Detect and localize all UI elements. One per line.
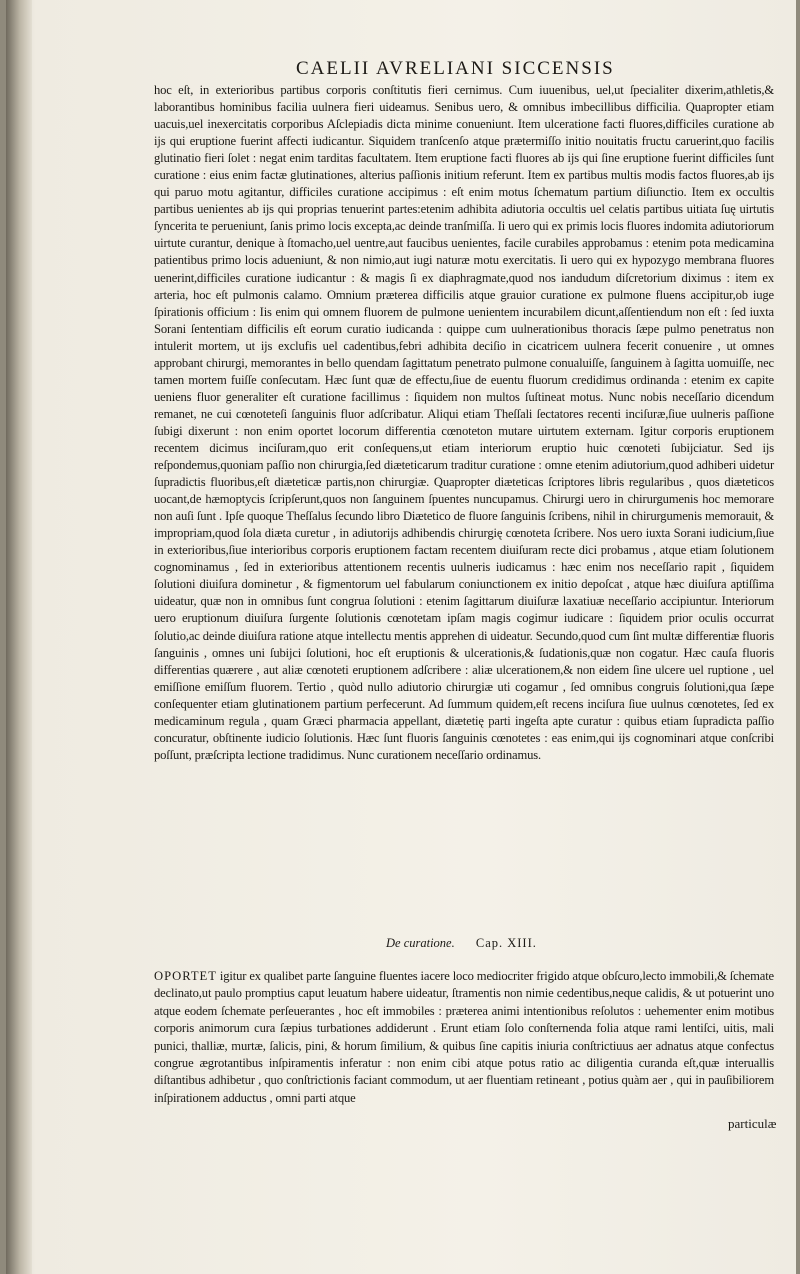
page-gutter (6, 0, 32, 1274)
chapter-number: Cap. XIII. (475, 936, 537, 950)
main-text-block (154, 82, 774, 764)
catchword: particulæ (728, 1116, 777, 1131)
running-head: CAELII AVRELIANI SICCENSIS (296, 58, 615, 79)
section-initial-word: OPORTET (154, 969, 217, 983)
chapter-title: De curatione. (386, 936, 455, 950)
book-page (6, 0, 796, 1274)
paragraph: hoc eſt, in exterioribus partibus corporis conſtitutis fieri cernimus. Cum iuuenibus, uel,ut ſpecialiter dixerim,athletis,& laborantibus hominibus facilia uulnera fieri uideamus. Senibus uero, & omnibus imbecillibus difficilia. Quapropter etiam uacuis,uel inexercitatis corporibus Aſclepiadis dicta minime conueniunt. Item ulceratione facti fluores,difficiles curatione ab ijs qui eruptione fuerint affecti iudicantur. Siquidem tranſcenſo atque prætermiſſo initio nouitatis fructu caruerint,quo facilis glutinatio fieri ſolet : negat enim tarditas facultatem. Item eruptione facti fluores ab ijs qui ſine eruptione fuerint difficiles ſunt curatione : eius enim factæ glutinationes, alterius paſſionis initium referunt. Item ex partibus multis modis factos fluores,ab ijs qui paruo motu agitantur, difficiles curatione accipimus : eſt enim motus ſchematum partium diſiunctio. Item ex occultis partibus uenientes ab ijs qui proprias tenuerint partes:etenim adhibita adiutoria occultis uel celatis partibus uitiata ſuę uirtutis ſyncerita te perueniunt, ſanis primo locis excepta,ac deinde tranſmiſſa. Ii uero qui ex primis locis fluores indomita adiutoriorum uirtute curantur, denique à ſtomacho,uel uentre,aut faucibus uenientes, facile curabiles approbamus : etenim pota medicamina patientibus primo locis adueniunt, & non nimio,aut iugi naturæ motu exercitatis. Ii uero qui ex hypozygo membrana fluores uenerint,difficiles curatione iudicantur : & magis ſi ex diaphragmate,quod nos iandudum diſcretorium diximus : item ex arteria, hoc eſt pulmonis calamo. Omnium præterea difficilis atque grauior curatione ex pulmone fluens accipitur,ob iuge ſpirationis officium : Iis enim qui omnem fluorem de pulmone uenientem incurabilem dicunt,aſſentiendum non eſt : ſed iuxta Sorani ſententiam difficilis eſt eorum curatio iudicanda : quippe cum uulnerationibus thoracis ſæpe pulmo penetratus non intulerit mortem, ut ijs exclufis uel cadentibus,febri adhibita deciſio in cicatricem uulnera fecerit conuenire , ut omnes approbant chirurgi, memorantes in bello quendam ſagittatum penetrato pulmone conualuiſſe, ſanguinem à ſagitta uomuiſſe, nec tamen mortem fuiſſe conſecutam. Hæc ſunt quæ de effectu,ſiue de euentu fluorum credidimus ordinanda : etenim ex capite ueniens fluor generaliter eſt curatione facillimus : ſiquidem non multos ſuſtineat motus. Nunc nobis neceſſario dicendum remanet, ne cui cœnoteteſi ſanguinis fluor adſcribatur. Aliqui etiam Theſſali ſectatores recenti inciſuræ,ſiue uulneris paſſione ſubigi dixerunt : non enim oportet locorum differentia cœnoteton mutare uirtutem externam. Igitur corporis eruptionem recentem dicimus inciſuram,quo erit conſequens,ut etiam interiorum eruptio huic cœnoteti ſubijciatur. Sed ijs reſpondemus,quoniam paſſio non chirurgia,ſed diæteticarum traditur curatione : omne etenim adiutorium,quod adhiberi uidetur ſupradictis fluoribus,eſt diæteticæ partis,non chirurgiæ. Quapropter diæteticas ſcriptores libris regularibus , quos diæteticos uocant,de hæmoptycis ſcripſerunt,quos non ſanguinem ſpuentes nuncupamus. Chirurgi uero in chirurgumenis hoc memorare non auſi ſunt . Ipſe quoque Theſſalus ſecundo libro Diætetico de fluore ſanguinis ſcribens, nihil in chirurgumenis memorauit, & impropriam,quod ſola diæta curetur , in adiutorijs adhibendis chirurgię cœnoteta ſcribere. Nos uero iuxta Sorani iudicium,ſiue in exterioribus,ſiue interioribus corporis eruptionem factam recentem diuiſuram recte dici probamus , atque etiam ſolutionem cognominamus , ſed in exterioribus attentionem recentis uulneris iudicamus : hæc enim nos neceſſario rapit , ſiquidem ſolutioni diuiſura dominetur , & figmentorum uel fabularum coniunctionem ex initio depoſcat , atque hæc diuiſura aptiſſima uideatur, quæ non in omnibus ſunt congrua ſolutioni : etenim ſagittarum diuiſuræ laxatiuæ neceſſario accipiuntur. Interiorum uero eruptionum diuiſura ſurgente ſolutionis cœnotetam ipſam magis cogimur iudicare : ſiquidem prior oculis occurrat ſolutio,ac deinde diuiſura ratione atque intellectu mentis apprehen di uideatur. Secundo,quod cum ſint multæ differentiæ fluoris ſanguinis , omnes uni ſubijci ſolutioni, hoc eſt eruptionis & ulcerationis,& ſudationis,quæ non cogatur. Hæc cauſa fluoris differentias quærere , aut aliæ cœnoteti eruptionem adſcribere : aliæ ulcerationem,& non eidem ſine ulcere uel ruptione , uel emiſſione emiſſum fluorem. Tertio , quòd nullo adiutorio chirurgiæ uti cogamur , ſed omnibus congruis ſolutioni,qua ſæpe conſequenter etiam glutinationem partium perfecerunt. Ad ſummum quidem,eſt recens inciſura ſiue uulnus cœnotetes, ſed ex medicaminum regula , quam Græci pharmacia appellant, diætetię parti ingeſta apte curatur : quibus etiam ſupradicta paſſio concuratur, obſtinente iudicio ſolutionis. Hæc ſunt fluoris ſanguinis cœnotetes : eas enim,qui ijs cognominari atque conſcribi poſſunt, præſcripta lectione tradidimus. Nunc curationem neceſſario ordinamus. (154, 83, 774, 762)
section-paragraph: igitur ex qualibet parte ſanguine fluentes iacere loco mediocriter frigido atque obſcuro,lecto immobili,& ſchemate declinato,ut paulo promptius caput leuatum habere uideatur, ſtramentis non nimie cedentibus,neque calidis, & ut potuerint uno atque eodem ſchemate perſeuerantes , hoc eſt immobiles : præterea animi intentionibus reſolutos : uehementer enim motibus corporis animorum cura ſæpius turbationes addiderunt . Erunt etiam ſolo conſternenda folia atque rami lentiſci, uitis, mali punici, thalliæ, murtæ, ſalicis, pini, & horum ſimilium, & quibus ſine capitis iniuria conſtrictiuus aer adnatus atque confectus congrue ægrotantibus inſpiramentis inferatur : non enim cibi atque potus ratio ac diligentia curanda eſt,quæ interuallis diſtantibus adhibetur , quo conſtrictionis faciant commodum, ut aer fluentiam retineant , potius quàm aer , qui in pauſibiliorem inſpirationem adductus , omni parti atque (154, 969, 774, 1105)
chapter-heading (386, 936, 537, 951)
section-text-block (154, 968, 774, 1107)
